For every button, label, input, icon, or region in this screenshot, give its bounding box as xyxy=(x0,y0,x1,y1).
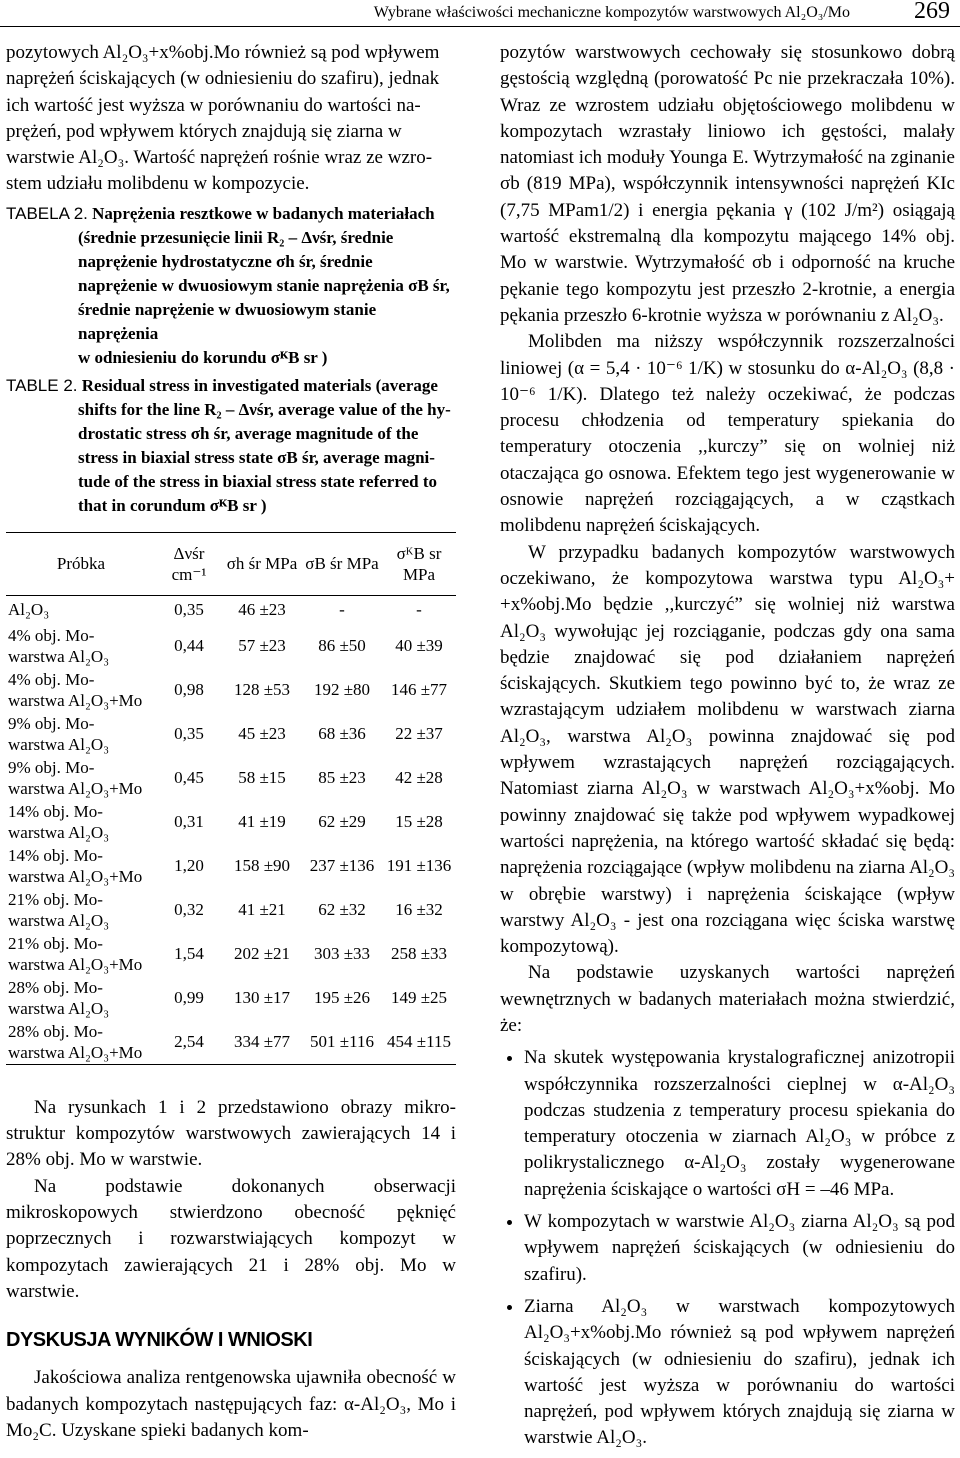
cell-hydrostatic: 41 ±21 xyxy=(238,900,286,920)
paragraph-expectation: W przypadku badanych kompozytów warstwowych oczekiwano, że kompozytowa warstwa typu Al₂O₃+ +x%obj.Mo będzie ,,kurczyć” się wolniej niż warstwa Al₂O₃ wywołując jej rozciąganie, podczas gdy ona sama będzie znajdować się pod działaniem naprężeń ściskających. Skutkiem tego powinno być to, że wraz ze wzrastającym udziałem molibdenu w warstwach ziarna Al₂O₃, warstwa Al₂O₃ powinna znajdować się pod wpływem wzrastających naprężeń rozciągających. Natomiast ziarna Al₂O₃ w warstwach Al₂O₃+x%obj. Mo powinny znajdować się także pod wpływem wypadkowej wartości naprężenia, na którego wartość składać się będą: naprężenia rozciągające (wpływ molibdenu na ziarna Al₂O₃ w obrębie warstwy) i naprężenia ściskające (wpływ warstwy Al₂O₃ - jest ona rozciągana więc ściska warstwę kompozytową). xyxy=(500,541,955,958)
cell-sample: 21% obj. Mo- warstwa Al₂O₃+Mo xyxy=(8,933,143,974)
cell-biaxial: 195 ±26 xyxy=(313,988,371,1008)
cell-biaxial: 237 ±136 xyxy=(309,856,375,876)
table-row xyxy=(6,624,456,668)
cell-sample: 21% obj. Mo- warstwa Al₂O₃ xyxy=(8,889,110,930)
paragraph-conclusion-intro: Na podstawie uzyskanych wartości naprężeń wewnętrznych w badanych materiałach można stwierdzić, że: xyxy=(500,962,955,1036)
cell-hydrostatic: 41 ±19 xyxy=(238,812,286,832)
list-item: • W kompozytach w warstwie Al₂O₃ ziarna Al₂O₃ są pod wpływem naprężeń ściskających (w odniesieniu do szafiru). xyxy=(524,1209,955,1288)
cell-biaxial-corundum: 16 ±32 xyxy=(395,900,443,920)
table-caption-pl: TABELA 2. Naprężenia resztkowe w badanych materiałach (średnie przesunięcie linii R₂ – Δνśr, średnie naprężenie hydrostatyczne σh śr, średnie naprężenie w dwuosiowym stanie naprężenia σB śr, średnie naprężenie w dwuosiowym stanie naprężenia w odniesieniu do korundu σᴷB sr ) xyxy=(6,203,450,367)
cell-hydrostatic: 334 ±77 xyxy=(222,1020,302,1065)
cell-biaxial-corundum: - xyxy=(382,595,456,624)
table-row xyxy=(6,712,456,756)
table-row xyxy=(6,932,456,976)
cell-shift: 0,44 xyxy=(174,636,204,656)
table-row xyxy=(6,976,456,1020)
cell-sample: 9% obj. Mo- warstwa Al₂O₃ xyxy=(8,713,110,754)
table-caption-en: TABLE 2. Residual stress in investigated materials (average shifts for the line R₂ – Δνśr, average value of the hy- drostatic stress σh śr, average magnitude of the stress in biaxial stress state σB śr, average magni- tude of the stress in biaxial stress state referred to that in corundum σᴷB sr ) xyxy=(6,375,451,515)
cell-hydrostatic: 57 ±23 xyxy=(238,636,286,656)
cell-biaxial: - xyxy=(302,595,382,624)
cell-shift: 0,35 xyxy=(156,595,222,624)
paragraph-observations: Na podstawie dokonanych obserwacji mikroskopowych stwierdzono obecność pęknięć poprzecznych i rozwarstwiających kompozyt w kompozytach zawierających 21 i 28% obj. Mo w warstwie. xyxy=(6,1175,456,1302)
cell-biaxial: 85 ±23 xyxy=(318,768,366,788)
cell-biaxial: 192 ±80 xyxy=(313,680,371,700)
cell-biaxial-corundum: 146 ±77 xyxy=(390,680,448,700)
cell-sample: 4% obj. Mo- warstwa Al₂O₃+Mo xyxy=(8,669,143,710)
paragraph-expansion: Molibden ma niższy współczynnik rozszerzalności liniowej (α = 5,4 · 10⁻⁶ 1/K) w stosunku do α-Al₂O₃ (8,8 · 10⁻⁶ 1/K). Dlatego też należy oczekiwać, że podczas procesu chłodzenia od temperatury spiekania do temperatury otoczenia ,,kurczy” się on wolniej niż otaczająca go osnowa. Efektem tego jest wygenerowanie w osnowie naprężeń rozciągających, a w cząstkach molibdenu naprężeń ściskających. xyxy=(500,331,955,537)
cell-sample: Al₂O₃ xyxy=(6,595,156,624)
cell-hydrostatic: 128 ±53 xyxy=(233,680,291,700)
table-row xyxy=(6,668,456,712)
left-column xyxy=(6,40,456,1444)
page-number: 269 xyxy=(914,0,950,24)
residual-stress-table xyxy=(6,532,456,1065)
cell-biaxial-corundum: 191 ±136 xyxy=(386,856,452,876)
cell-hydrostatic: 158 ±90 xyxy=(233,856,291,876)
cell-shift: 0,32 xyxy=(174,900,204,920)
cell-biaxial: 303 ±33 xyxy=(313,944,371,964)
header-sample: Próbka xyxy=(6,532,156,595)
cell-sample: 14% obj. Mo- warstwa Al₂O₃+Mo xyxy=(8,845,143,886)
cell-biaxial: 62 ±29 xyxy=(318,812,366,832)
paragraph-figures: Na rysunkach 1 i 2 przedstawiono obrazy mikro-struktur kompozytów warstwowych zawierających 14 i 28% obj. Mo w warstwie. xyxy=(6,1096,456,1171)
cell-sample: 4% obj. Mo- warstwa Al₂O₃ xyxy=(8,625,110,666)
cell-shift: 0,35 xyxy=(174,724,204,744)
cell-shift: 2,54 xyxy=(156,1020,222,1065)
table-row xyxy=(6,844,456,888)
cell-hydrostatic: 45 ±23 xyxy=(238,724,286,744)
cell-biaxial-corundum: 42 ±28 xyxy=(395,768,443,788)
table-row xyxy=(6,800,456,844)
header-rule xyxy=(0,26,960,27)
cell-biaxial: 68 ±36 xyxy=(318,724,366,744)
paragraph-properties: pozytów warstwowych cechowały się stosunkowo dobrą gęstością względną (porowatość Pc nie przekraczała 10%). Wraz ze wzrostem udziału objętościowego molibdenu w kompozytach wzrastały liniowo ich gęstości, malały natomiast ich moduły Younga E. Wytrzymałość na zginanie σb (819 MPa), współczynnik intensywności naprężeń KIc (7,75 MPam1/2) i energia pękania γ (102 J/m²) osiągają wartość ekstremalną dla kompozytu mającego 14% obj. Mo w warstwie. Wytrzymałość σb i odporność na kruche pękanie tego kompozytu jest przeszło 2-krotnie, a energia pękania przeszło 6-krotnie wyższa w porównaniu z Al₂O₃. xyxy=(500,42,955,326)
section-title: DYSKUSJA WYNIKÓW I WNIOSKI xyxy=(6,1329,313,1352)
running-title: Wybrane właściwości mechaniczne kompozytów warstwowych Al₂O₃/Mo xyxy=(373,4,850,21)
cell-shift: 0,98 xyxy=(174,680,204,700)
right-column xyxy=(500,40,955,1458)
cell-hydrostatic: 46 ±23 xyxy=(222,595,302,624)
cell-biaxial: 86 ±50 xyxy=(318,636,366,656)
header-hydrostatic: σh śr MPa xyxy=(222,532,302,595)
cell-biaxial-corundum: 454 ±115 xyxy=(382,1020,456,1065)
list-item: • Na skutek występowania krystalograficznej anizotropii współczynnika rozszerzalności cieplnej w α-Al₂O₃ podczas studzenia z temperatury procesu spiekania do temperatury otoczenia w ziarnach Al₂O₃ w próbce z polikrystalicznego α-Al₂O₃ zostały wygenerowane naprężenia ściskające o wartości σH = –46 MPa. xyxy=(524,1045,955,1203)
cell-biaxial-corundum: 15 ±28 xyxy=(395,812,443,832)
table-label-en: TABLE 2. xyxy=(6,375,78,395)
list-item: • Ziarna Al₂O₃ w warstwach kompozytowych Al₂O₃+x%obj.Mo również są pod wpływem naprężeń ściskających (w odniesieniu do szafiru), jednak ich wartość jest wyższa w porównaniu do wartości naprężeń, pod wpływem których znajdują się ziarna w warstwie Al₂O₃. xyxy=(524,1294,955,1452)
cell-biaxial-corundum: 149 ±25 xyxy=(390,988,448,1008)
table-row xyxy=(6,888,456,932)
cell-sample: 9% obj. Mo- warstwa Al₂O₃+Mo xyxy=(8,757,143,798)
table-label-pl: TABELA 2. xyxy=(6,203,88,223)
conclusions-list xyxy=(500,1045,955,1451)
cell-shift: 0,31 xyxy=(174,812,204,832)
intro-paragraph: pozytowych Al₂O₃+x%obj.Mo również są pod wpływem naprężeń ściskających (w odniesieniu do szafiru), jednak ich wartość jest wyższa w porównaniu do wartości na- prężeń, pod wpływem których znajdują się ziarna w warstwie Al₂O₃. Wartość naprężeń rośnie wraz ze wzro- stem udziału molibdenu w kompozycie. xyxy=(6,42,440,195)
header-shift: Δνśr cm⁻¹ xyxy=(156,532,222,595)
paragraph-xrd: Jakościowa analiza rentgenowska ujawniła obecność w badanych kompozytach następujących faz: α-Al₂O₃, Mo i Mo₂C. Uzyskane spieki badanych kom- xyxy=(6,1367,456,1442)
cell-biaxial: 501 ±116 xyxy=(302,1020,382,1065)
cell-biaxial-corundum: 258 ±33 xyxy=(390,944,448,964)
table-row xyxy=(6,595,456,624)
cell-sample: 14% obj. Mo- warstwa Al₂O₃ xyxy=(8,801,110,842)
cell-hydrostatic: 130 ±17 xyxy=(233,988,291,1008)
cell-shift: 0,45 xyxy=(174,768,204,788)
cell-sample: 28% obj. Mo- warstwa Al₂O₃ xyxy=(8,977,110,1018)
header-biaxial-corundum: σᴷB sr MPa xyxy=(382,532,456,595)
cell-biaxial-corundum: 40 ±39 xyxy=(395,636,443,656)
cell-biaxial-corundum: 22 ±37 xyxy=(395,724,443,744)
table-row xyxy=(6,1020,456,1065)
cell-shift: 0,99 xyxy=(174,988,204,1008)
cell-hydrostatic: 202 ±21 xyxy=(233,944,291,964)
cell-biaxial: 62 ±32 xyxy=(318,900,366,920)
cell-sample: 28% obj. Mo- warstwa Al₂O₃+Mo xyxy=(6,1020,156,1065)
table-row xyxy=(6,756,456,800)
cell-shift: 1,54 xyxy=(174,944,204,964)
cell-shift: 1,20 xyxy=(174,856,204,876)
cell-hydrostatic: 58 ±15 xyxy=(238,768,286,788)
header-biaxial: σB śr MPa xyxy=(302,532,382,595)
page-header xyxy=(0,0,960,30)
